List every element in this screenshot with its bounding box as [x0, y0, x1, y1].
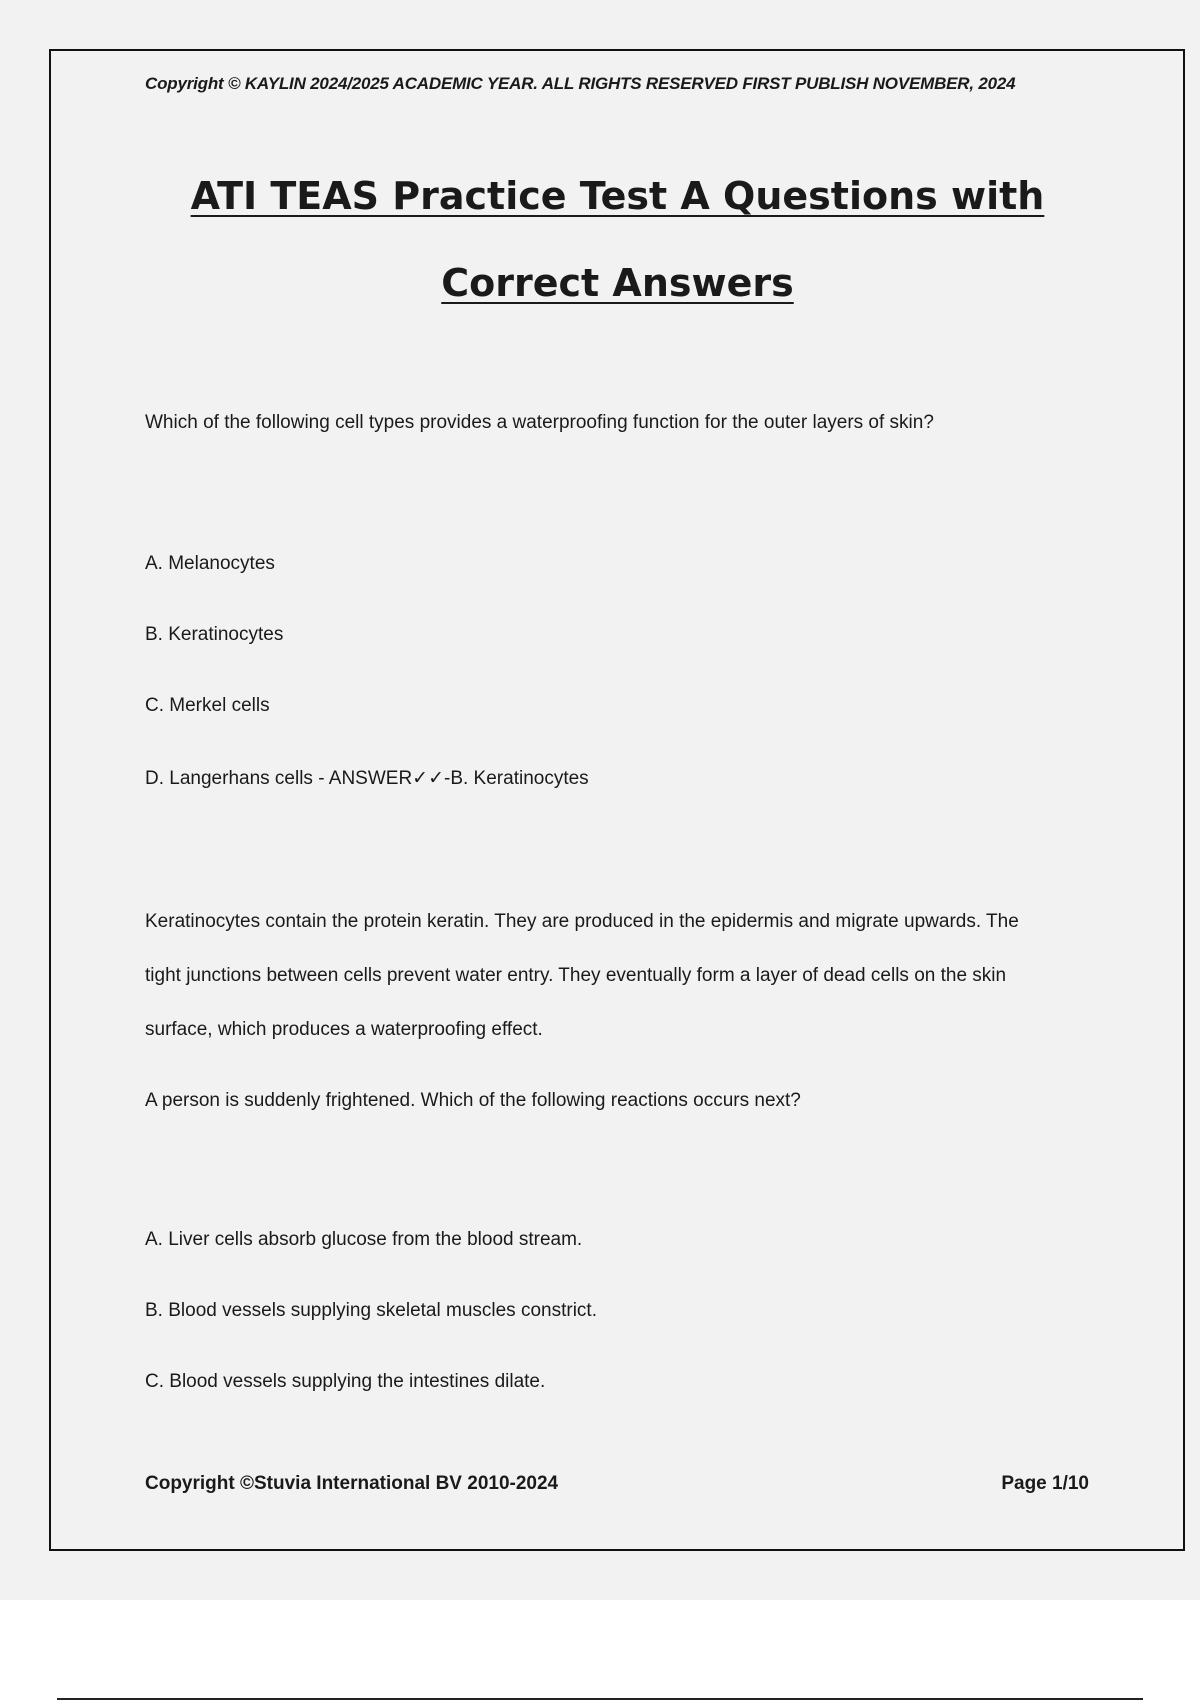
question-2-text: A person is suddenly frightened. Which of the following reactions occurs next? [145, 1090, 801, 1111]
question-1-explanation-line-3: surface, which produces a waterproofing effect. [145, 1019, 543, 1040]
question-1-text: Which of the following cell types provides a waterproofing function for the outer layers of skin? [145, 412, 934, 433]
question-1-option-d-answer: D. Langerhans cells - ANSWER✓✓-B. Keratinocytes [145, 768, 589, 789]
question-2-option-c: C. Blood vessels supplying the intestines dilate. [145, 1371, 546, 1392]
question-2-option-a: A. Liver cells absorb glucose from the blood stream. [145, 1229, 583, 1250]
question-1-option-a: A. Melanocytes [145, 553, 275, 574]
question-1-explanation-line-2: tight junctions between cells prevent water entry. They eventually form a layer of dead cells on the skin [145, 965, 1007, 986]
question-1-explanation-line-1: Keratinocytes contain the protein keratin. They are produced in the epidermis and migrate upwards. The [145, 911, 1019, 932]
document-title-line-1: ATI TEAS Practice Test A Questions with [190, 174, 1045, 218]
question-1-option-b: B. Keratinocytes [145, 624, 284, 645]
footer-copyright: Copyright ©Stuvia International BV 2010-2024 [145, 1473, 559, 1494]
header-copyright: Copyright © KAYLIN 2024/2025 ACADEMIC YEAR. ALL RIGHTS RESERVED FIRST PUBLISH NOVEMBER, 2024 [145, 74, 1016, 93]
page-number: Page 1/10 [1001, 1473, 1089, 1494]
document-title-line-2: Correct Answers [441, 261, 794, 305]
question-1-option-c: C. Merkel cells [145, 695, 270, 716]
question-2-option-b: B. Blood vessels supplying skeletal muscles constrict. [145, 1300, 597, 1321]
